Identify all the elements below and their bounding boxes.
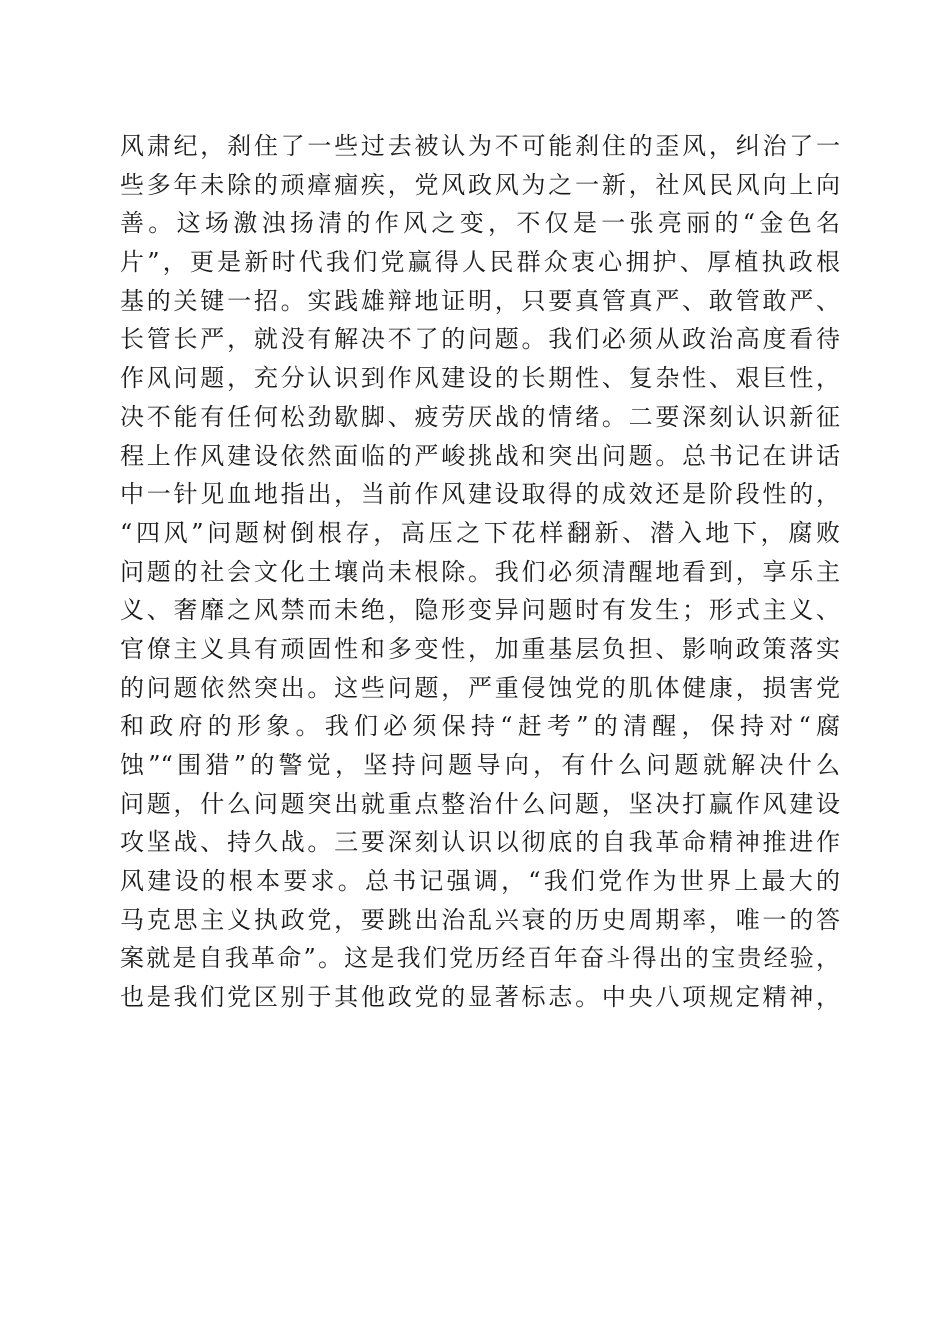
text-line: 攻坚战、持久战。三要深刻认识以彻底的自我革命精神推进作 <box>120 828 840 857</box>
text-line: 也是我们党区别于其他政党的显著标志。中央八项规定精神， <box>120 983 840 1012</box>
text-line: 蚀”“围猎”的警觉，坚持问题导向，有什么问题就解决什么 <box>120 751 840 779</box>
text-line: 决不能有任何松劲歇脚、疲劳厌战的情绪。二要深刻认识新征 <box>120 402 840 431</box>
text-line: 义、奢靡之风禁而未绝，隐形变异问题时有发生；形式主义、 <box>120 596 840 625</box>
text-line: 中一针见血地指出，当前作风建设取得的成效还是阶段性的， <box>120 480 840 509</box>
text-line: 案就是自我革命”。这是我们党历经百年奋斗得出的宝贵经验， <box>120 944 840 973</box>
text-line: “四风”问题树倒根存，高压之下花样翻新、潜入地下，腐败 <box>120 518 840 547</box>
text-line: 程上作风建设依然面临的严峻挑战和突出问题。总书记在讲话 <box>120 441 840 470</box>
text-line: 片”，更是新时代我们党赢得人民群众衷心拥护、厚植执政根 <box>120 248 840 277</box>
text-line: 作风问题，充分认识到作风建设的长期性、复杂性、艰巨性， <box>120 364 840 393</box>
text-line: 官僚主义具有顽固性和多变性，加重基层负担、影响政策落实 <box>120 634 840 663</box>
text-line: 些多年未除的顽瘴痼疾，党风政风为之一新，社风民风向上向 <box>120 170 840 199</box>
text-line: 风肃纪，刹住了一些过去被认为不可能刹住的歪风，纠治了一 <box>120 132 840 160</box>
text-line: 马克思主义执政党，要跳出治乱兴衰的历史周期率，唯一的答 <box>120 905 840 934</box>
text-line: 和政府的形象。我们必须保持“赶考”的清醒，保持对“腐 <box>120 712 840 741</box>
text-line: 风建设的根本要求。总书记强调，“我们党作为世界上最大的 <box>120 867 840 896</box>
text-line: 问题的社会文化土壤尚未根除。我们必须清醒地看到，享乐主 <box>120 557 840 586</box>
text-line: 长管长严，就没有解决不了的问题。我们必须从政治高度看待 <box>120 325 840 354</box>
text-line: 问题，什么问题突出就重点整治什么问题，坚决打赢作风建设 <box>120 789 840 818</box>
text-line: 基的关键一招。实践雄辩地证明，只要真管真严、敢管敢严、 <box>120 286 840 315</box>
text-line: 的问题依然突出。这些问题，严重侵蚀党的肌体健康，损害党 <box>120 673 840 702</box>
body-paragraph <box>120 127 840 1017</box>
text-line: 善。这场激浊扬清的作风之变，不仅是一张亮丽的“金色名 <box>120 209 840 238</box>
